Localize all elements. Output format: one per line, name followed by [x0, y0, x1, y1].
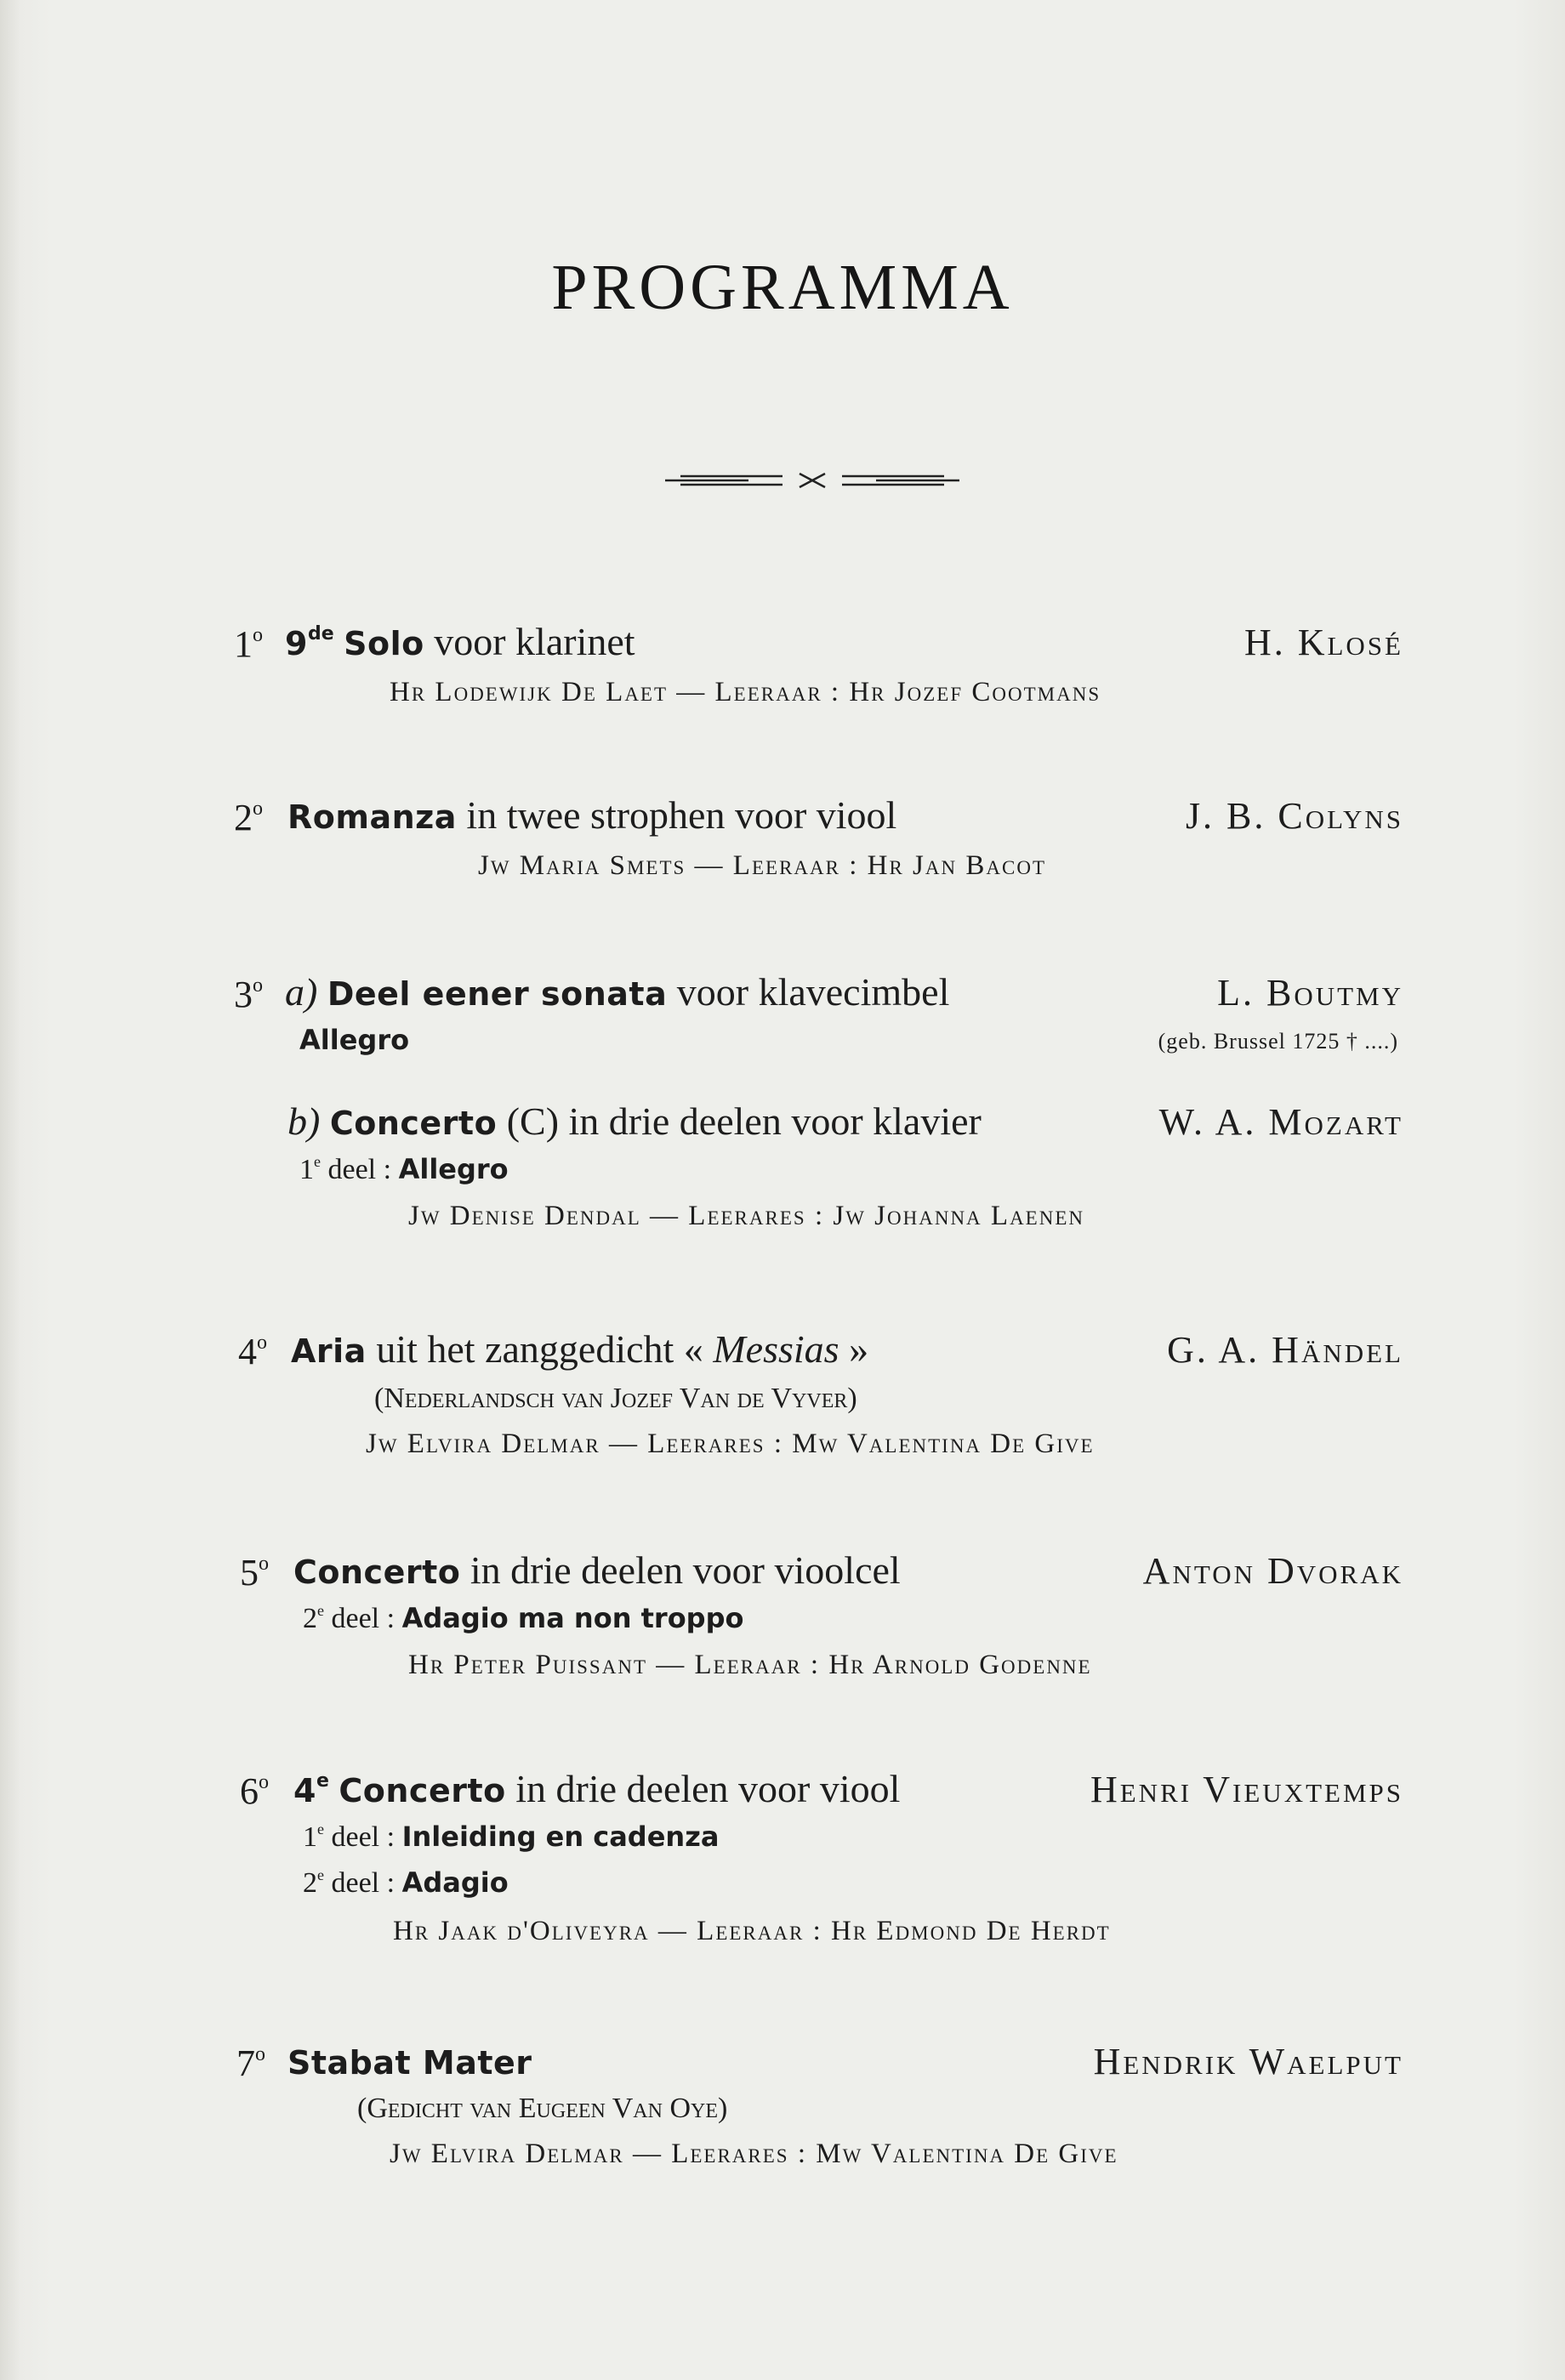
performer-line: Hr Lodewijk De Laet — Leeraar : Hr Jozef Cootmans — [390, 677, 1101, 707]
composer-name-a: L. Boutmy — [1217, 972, 1403, 1014]
entry-number: 4$^o$ — [238, 1331, 267, 1372]
work-title-b: b) Concerto (C) in drie deelen voor klavier — [287, 1099, 982, 1143]
translation-note: (Nederlandsch van Jozef Van de Vyver) — [374, 1383, 857, 1414]
divider-ornament-icon — [663, 463, 961, 497]
work-title: Romanza in twee strophen voor viool — [287, 793, 897, 837]
entry-number: 1$^o$ — [234, 623, 263, 665]
movement-line: 1e deel : Inleiding en cadenza — [303, 1821, 720, 1853]
entry-number: 2$^o$ — [234, 797, 263, 838]
work-title: Aria uit het zanggedicht « Messias » — [291, 1327, 869, 1371]
work-title: Stabat Mater — [287, 2044, 532, 2082]
movement-line: 1e deel : Allegro — [299, 1153, 509, 1185]
composer-name: Henri Vieuxtemps — [1090, 1769, 1403, 1810]
performer-line: Jw Elvira Delmar — Leerares : Mw Valentina De Give — [366, 1429, 1095, 1459]
composer-name: J. B. Colyns — [1185, 795, 1403, 837]
performer-line: Hr Jaak d'Oliveyra — Leeraar : Hr Edmond De Herdt — [393, 1916, 1111, 1946]
performer-line: Jw Denise Dendal — Leerares : Jw Johanna Laenen — [408, 1201, 1084, 1231]
movement-line: 2e deel : Adagio ma non troppo — [303, 1602, 744, 1634]
entry-number: 3$^o$ — [234, 974, 263, 1015]
composer-name: G. A. Händel — [1167, 1329, 1403, 1371]
work-title: Concerto in drie deelen voor vioolcel — [293, 1548, 901, 1592]
composer-name: Anton Dvorak — [1142, 1550, 1403, 1592]
entry-number: 5$^o$ — [240, 1552, 269, 1593]
composer-name-b: W. A. Mozart — [1158, 1101, 1403, 1143]
performer-line: Jw Maria Smets — Leeraar : Hr Jan Bacot — [478, 850, 1046, 881]
work-title: 4e Concerto in drie deelen voor viool — [293, 1767, 901, 1810]
work-title: 9de Solo voor klarinet — [285, 620, 635, 663]
entry-number: 7$^o$ — [236, 2042, 265, 2084]
composer-name: Hendrik Waelput — [1093, 2041, 1403, 2082]
composer-name: H. Klosé — [1243, 622, 1403, 663]
movement-line: Allegro — [299, 1024, 410, 1056]
performer-line: Jw Elvira Delmar — Leerares : Mw Valentina De Give — [390, 2139, 1118, 2169]
movement-line: 2e deel : Adagio — [303, 1866, 509, 1899]
poem-note: (Gedicht van Eugeen Van Oye) — [357, 2093, 728, 2124]
entry-number: 6$^o$ — [240, 1770, 269, 1812]
composer-dates: (geb. Brussel 1725 † ....) — [1158, 1029, 1398, 1054]
work-title-a: a) Deel eener sonata voor klavecimbel — [285, 970, 950, 1014]
page-title: PROGRAMMA — [551, 252, 1014, 323]
performer-line: Hr Peter Puissant — Leeraar : Hr Arnold Godenne — [408, 1650, 1092, 1680]
